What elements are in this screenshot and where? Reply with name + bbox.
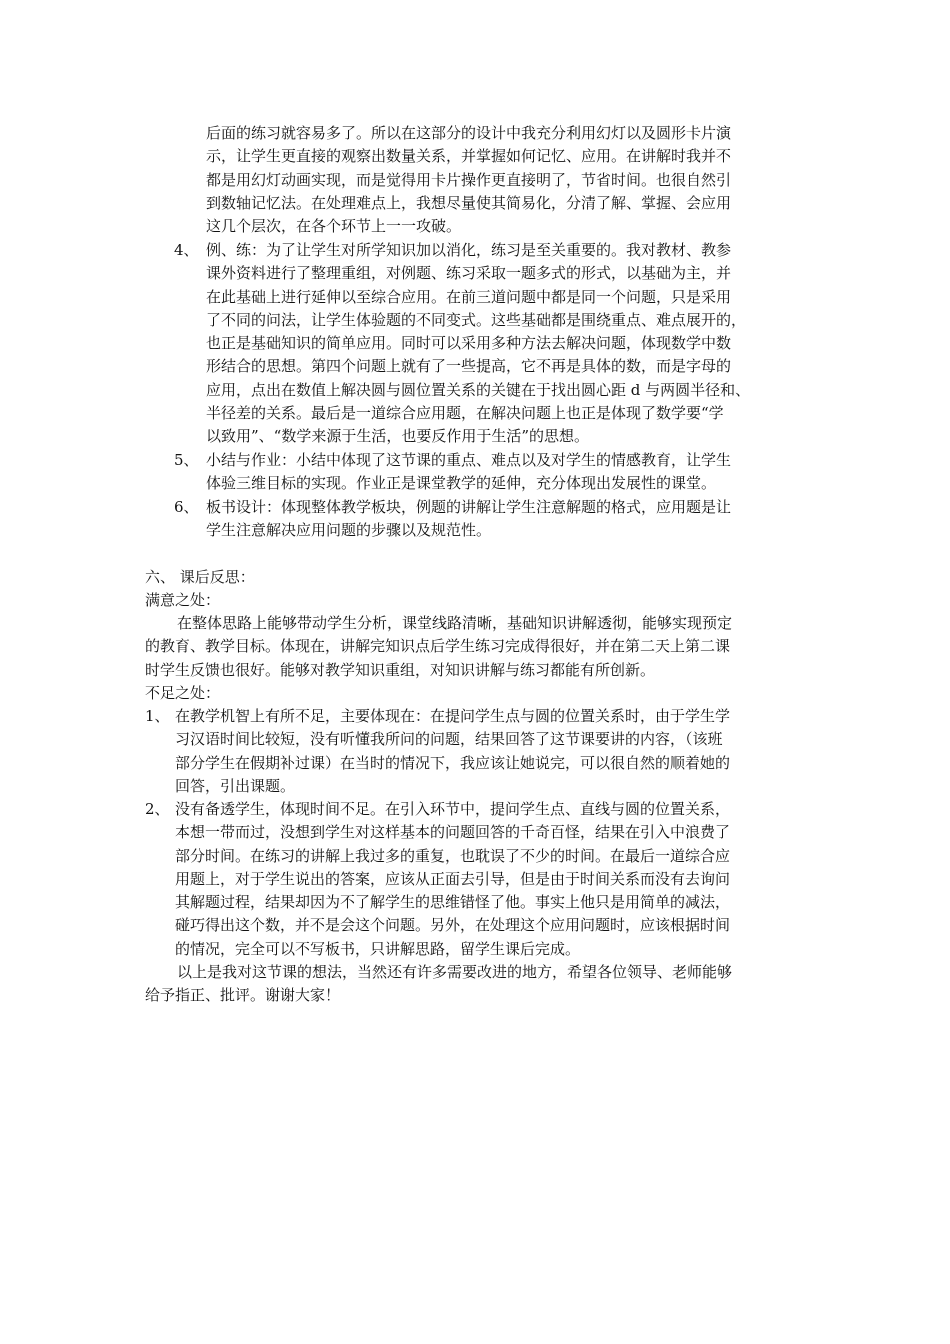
text-line: 碰巧得出这个数，并不是会这个问题。另外，在处理这个应用问题时，应该根据时间 [175, 916, 731, 935]
text-line: 小结与作业：小结中体现了这节课的重点、难点以及对学生的情感教育，让学生 [206, 451, 732, 469]
text-line: 本想一带而过，没想到学生对这样基本的问题回答的千奇百怪，结果在引入中浪费了 [175, 823, 731, 842]
text-line: 也正是基础知识的简单应用。同时可以采用多种方法去解决问题，体现数学中数 [206, 334, 732, 353]
text-line: 板书设计：体现整体教学板块，例题的讲解让学生注意解题的格式，应用题是让 [206, 498, 732, 516]
item-number: 4、 [174, 241, 199, 259]
item-body [206, 239, 806, 449]
intro-paragraph [206, 122, 816, 238]
text-line: 以上是我对这节课的想法，当然还有许多需要改进的地方，希望各位领导、老师能够 [177, 963, 733, 981]
item-number: 6、 [174, 498, 199, 516]
text-line: 时学生反馈也很好。能够对教学知识重组，对知识讲解与练习都能有所创新。 [145, 660, 656, 679]
text-line: 学生注意解决应用问题的步骤以及规范性。 [206, 521, 492, 540]
text-line: 体验三维目标的实现。作业正是课堂教学的延伸，充分体现出发展性的课堂。 [206, 474, 717, 493]
satisfied-heading: 满意之处： [145, 591, 221, 609]
text-line: 后面的练习就容易多了。所以在这部分的设计中我充分利用幻灯以及圆形卡片演 [206, 124, 732, 142]
text-line: 在此基础上进行延伸以至综合应用。在前三道问题中都是同一个问题，只是采用 [206, 287, 732, 306]
text-line: 在教学机智上有所不足，主要体现在：在提问学生点与圆的位置关系时，由于学生学 [175, 707, 731, 725]
satisfied-paragraph [145, 612, 815, 682]
section-heading: 六、 课后反思： [145, 568, 255, 586]
text-line: 课外资料进行了整理重组，对例题、练习采取一题多式的形式，以基础为主，并 [206, 264, 732, 283]
text-line: 给予指正、批评。谢谢大家！ [145, 986, 341, 1005]
text-line: 部分学生在假期补过课）在当时的情况下，我应该让她说完，可以很自然的顺着她的 [175, 753, 731, 772]
text-line: 回答，引出课题。 [175, 776, 296, 795]
text-line: 半径差的关系。最后是一道综合应用题，在解决问题上也正是体现了数学要“学 [206, 404, 724, 423]
item-number: 5、 [174, 451, 199, 469]
closing-paragraph [145, 961, 815, 1008]
text-line: 了不同的问法，让学生体验题的不同变式。这些基础都是围绕重点、难点展开的， [206, 310, 747, 329]
text-line: 到数轴记忆法。在处理难点上，我想尽量使其简易化，分清了解、掌握、会应用 [206, 193, 732, 212]
item-body [206, 449, 806, 496]
item-body [206, 496, 806, 543]
item-body [175, 798, 815, 961]
text-line: 以致用”、“数学来源于生活，也要反作用于生活”的思想。 [206, 427, 590, 446]
text-line: 在整体思路上能够带动学生分析，课堂线路清晰，基础知识讲解透彻，能够实现预定 [177, 614, 733, 632]
item-number: 2、 [145, 800, 170, 818]
text-line: 示，让学生更直接的观察出数量关系，并掌握如何记忆、应用。在讲解时我并不 [206, 147, 732, 166]
text-line: 例、练：为了让学生对所学知识加以消化，练习是至关重要的。我对教材、教参 [206, 241, 732, 259]
text-line: 这几个层次，在各个环节上一一攻破。 [206, 217, 462, 236]
text-line: 的情况，完全可以不写板书，只讲解思路，留学生课后完成。 [175, 939, 581, 958]
shortcoming-heading: 不足之处： [145, 684, 221, 702]
text-line: 用题上，对于学生说出的答案，应该从正面去引导，但是由于时间关系而没有去询问 [175, 869, 731, 888]
item-number: 1、 [145, 707, 170, 725]
text-line: 形结合的思想。第四个问题上就有了一些提高，它不再是具体的数，而是字母的 [206, 357, 732, 376]
text-line: 其解题过程，结果却因为不了解学生的思维错怪了他。事实上他只是用简单的减法， [175, 893, 731, 912]
text-line: 的教育、教学目标。体现在，讲解完知识点后学生练习完成得很好，并在第二天上第二课 [145, 637, 731, 656]
text-line: 习汉语时间比较短，没有听懂我所问的问题，结果回答了这节课要讲的内容，（该班 [175, 730, 723, 749]
item-body [175, 705, 815, 798]
text-line: 都是用幻灯动画实现，而是觉得用卡片操作更直接明了，节省时间。也很自然引 [206, 170, 732, 189]
text-line: 应用，点出在数值上解决圆与圆位置关系的关键在于找出圆心距 d 与两圆半径和、 [206, 380, 751, 399]
text-line: 部分时间。在练习的讲解上我过多的重复，也耽误了不少的时间。在最后一道综合应 [175, 846, 731, 865]
text-line: 没有备透学生，体现时间不足。在引入环节中，提问学生点、直线与圆的位置关系， [175, 800, 731, 818]
